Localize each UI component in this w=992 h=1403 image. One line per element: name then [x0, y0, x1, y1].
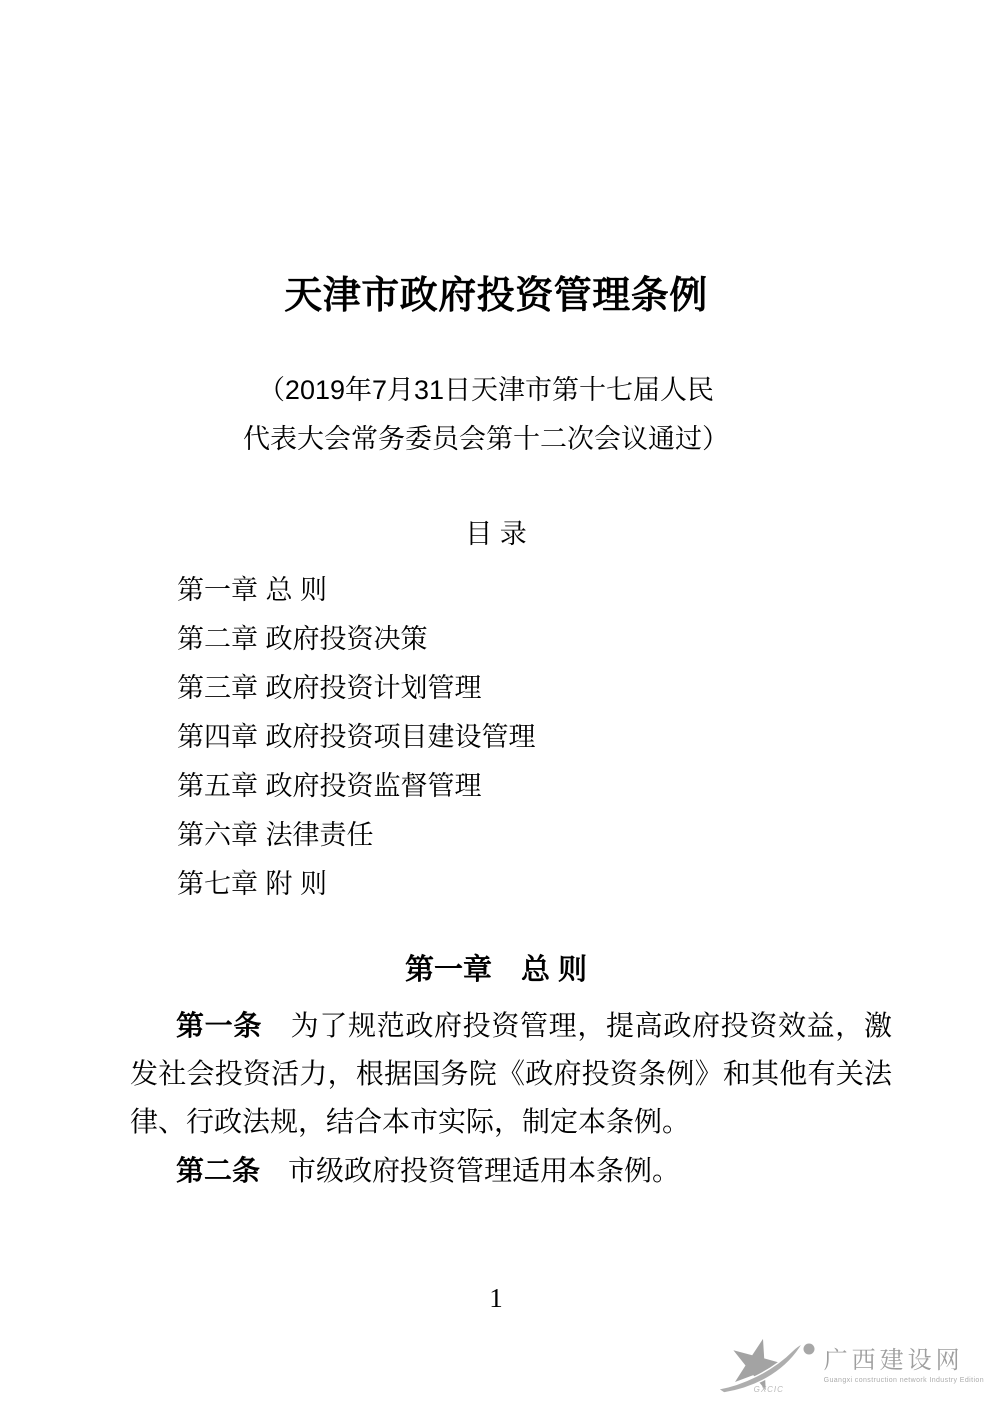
toc-item-chapter7: 第七章 附 则	[177, 869, 328, 899]
article-one-label: 第一条	[176, 1010, 262, 1041]
article-one-paragraph	[130, 1002, 892, 1147]
chapter-one-heading: 第一章 总 则	[404, 954, 588, 986]
adoption-note-line1: （2019年7月31日天津市第十七届人民	[257, 375, 715, 405]
toc-item-chapter4: 第四章 政府投资项目建设管理	[177, 722, 536, 752]
toc-item-chapter5: 第五章 政府投资监督管理	[177, 771, 482, 801]
chapter-one-body	[130, 1002, 892, 1196]
star-logo-icon	[716, 1335, 818, 1397]
toc-item-chapter6: 第六章 法律责任	[177, 820, 374, 850]
document-title: 天津市政府投资管理条例	[284, 275, 708, 318]
adoption-note-line2: 代表大会常务委员会第十二次会议通过）	[243, 424, 729, 454]
article-two-paragraph	[130, 1147, 892, 1196]
watermark-site-name: 广西建设网	[823, 1348, 964, 1374]
article-one-text: 为了规范政府投资管理，提高政府投资效益，激发社会投资活力，根据国务院《政府投资条例》和其他有关法律、行政法规，结合本市实际，制定本条例。	[130, 1011, 892, 1138]
toc-heading: 目 录	[465, 519, 527, 549]
watermark-text	[824, 1348, 984, 1384]
toc-item-chapter2: 第二章 政府投资决策	[177, 624, 428, 654]
page-number: 1	[489, 1283, 503, 1313]
logo-caption: GXCIC	[753, 1385, 784, 1394]
watermark-tagline: Guangxi construction network Industry Edition	[823, 1377, 984, 1384]
article-two-label: 第二条	[176, 1155, 261, 1186]
watermark	[716, 1335, 984, 1397]
toc-item-chapter3: 第三章 政府投资计划管理	[177, 673, 482, 703]
toc-item-chapter1: 第一章 总 则	[177, 575, 328, 605]
adoption-note	[0, 366, 972, 464]
article-two-text: 市级政府投资管理适用本条例。	[260, 1156, 681, 1187]
table-of-contents	[177, 566, 536, 909]
